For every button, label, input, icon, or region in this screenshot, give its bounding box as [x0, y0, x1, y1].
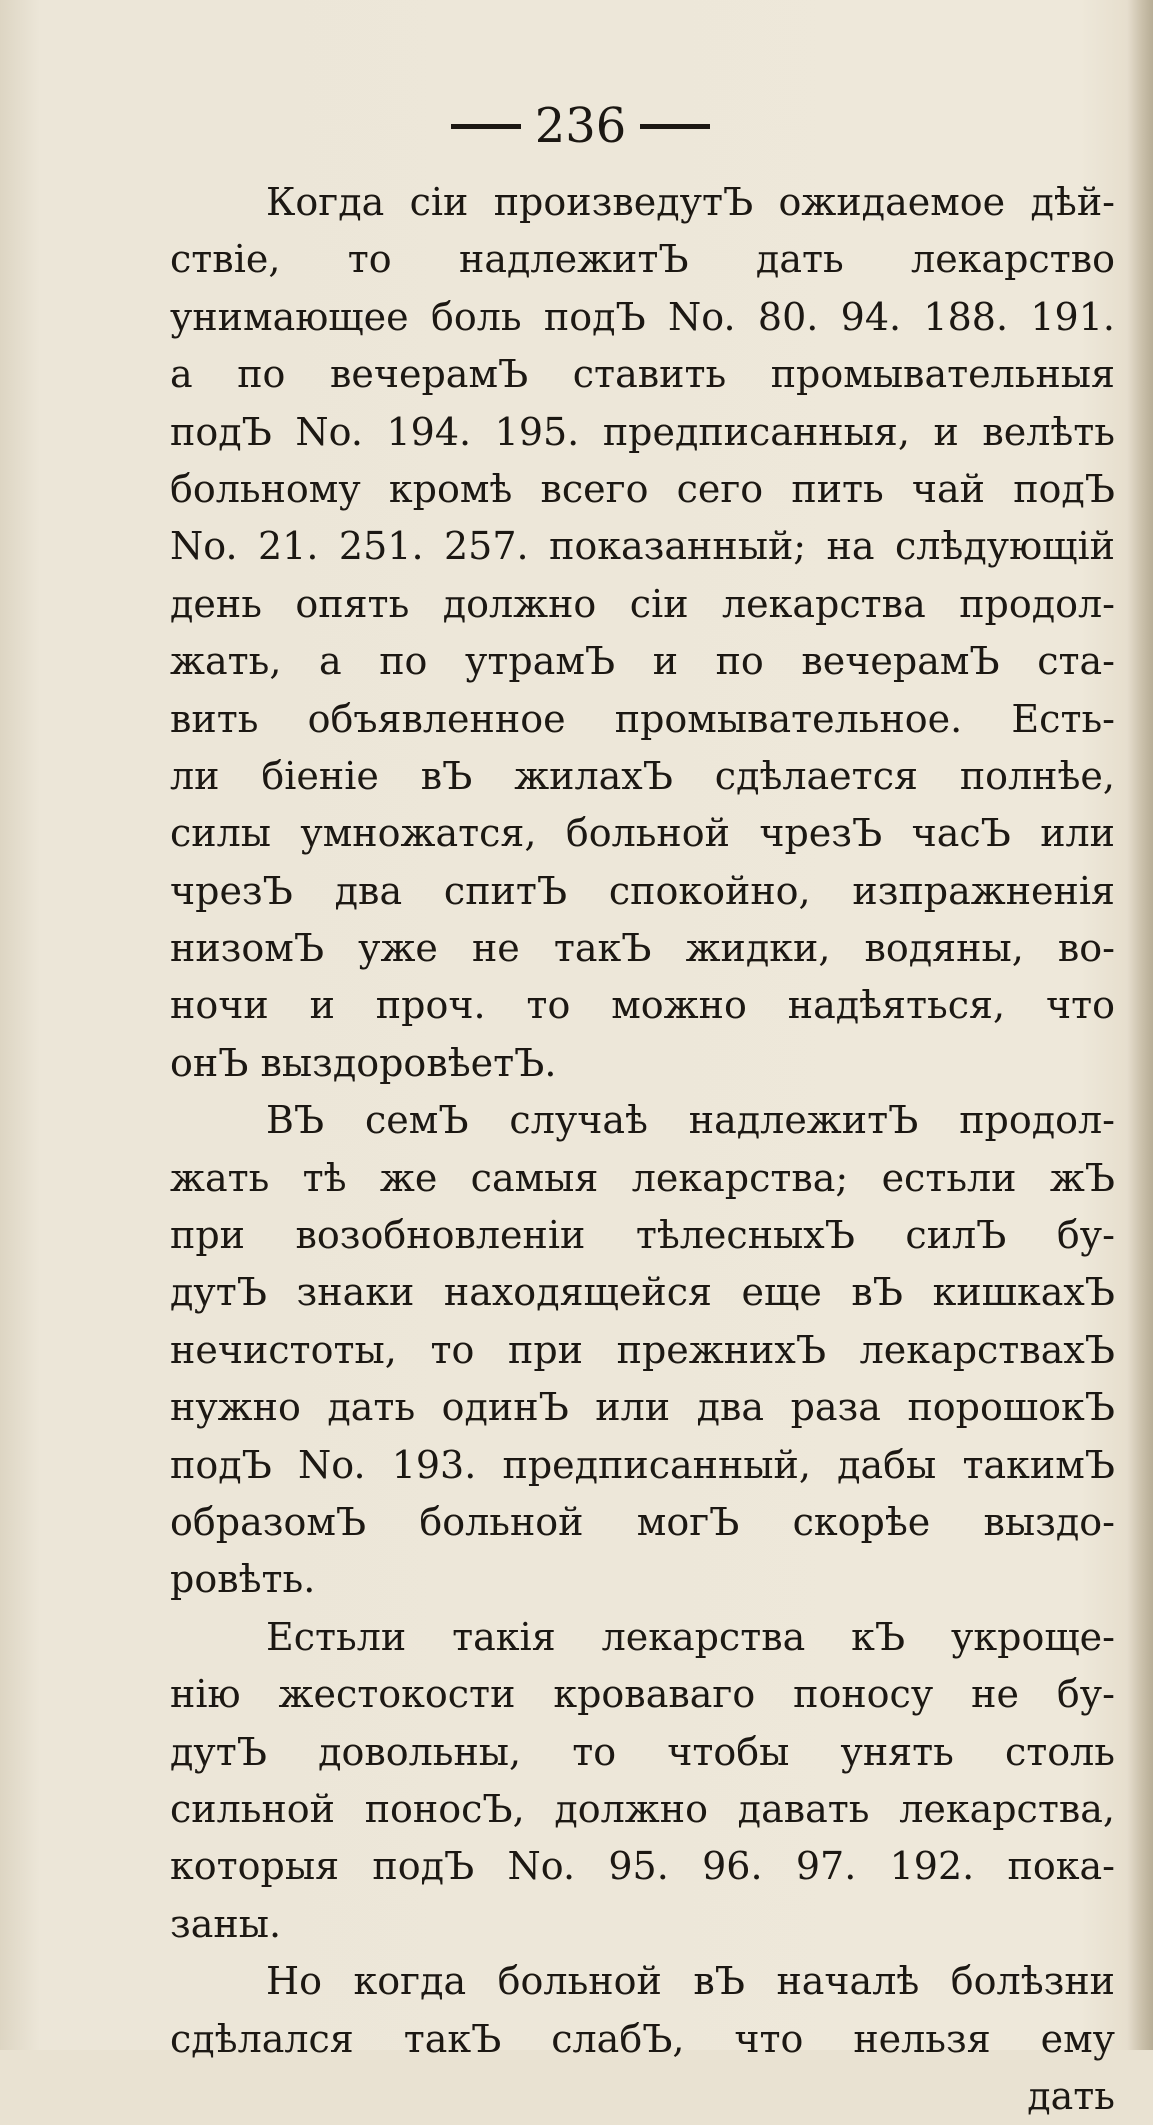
text-line: подЪ No. 194. 195. предписанныя, и велѣть [170, 409, 1115, 454]
text-line: вить объявленное промывательное. Есть- [170, 696, 1115, 741]
text-line: дутЪ довольны, то чтобы унять столь [170, 1729, 1115, 1774]
text-line: чрезЪ два спитЪ спокойно, изпражненiя [170, 868, 1115, 913]
body-text [170, 174, 1115, 2125]
text-line: подЪ No. 193. предписанный, дабы такимЪ [170, 1442, 1115, 1487]
text-line: Но когда больной вЪ началѣ болѣзни [266, 1959, 1115, 2004]
text-line: Когда сiи произведутЪ ожидаемое дѣй- [266, 180, 1115, 224]
text-line: нечистоты, то при прежнихЪ лекарствахЪ [170, 1327, 1115, 1372]
header-dash-left [451, 124, 521, 129]
text-line: жать тѣ же самыя лекарства; естьли жЪ [170, 1155, 1115, 1200]
text-line: низомЪ уже не такЪ жидки, водяны, во- [170, 926, 1115, 971]
text-line: а по вечерамЪ ставить промывательныя [170, 352, 1115, 397]
text-line: Естьли такiя лекарства кЪ укроще- [266, 1614, 1115, 1659]
text-line: No. 21. 251. 257. показанный; на слѣдующiй [170, 524, 1115, 569]
page-number: 236 [534, 98, 627, 154]
text-line: которыя подЪ No. 95. 96. 97. 192. пока- [170, 1844, 1115, 1889]
text-line: унимающее боль подЪ No. 80. 94. 188. 191. [170, 294, 1115, 339]
text-line: нiю жестокости кроваваго поносу не бу- [170, 1672, 1115, 1717]
text-line: онЪ выздоровѣетЪ. [170, 1040, 557, 1085]
text-line: ВЪ семЪ случаѣ надлежитЪ продол- [266, 1098, 1115, 1143]
page-header [0, 96, 1153, 156]
text-line: жать, а по утрамЪ и по вечерамЪ ста- [170, 639, 1115, 684]
text-line: ствiе, то надлежитЪ дать лекарство [170, 237, 1115, 282]
text-line: ровѣть. [170, 1557, 316, 1602]
text-line: ночи и проч. то можно надѣяться, что [170, 983, 1115, 1028]
text-line: дать [1027, 2073, 1115, 2118]
text-line: образомЪ больной могЪ скорѣе выздо- [170, 1499, 1115, 1544]
text-line: сильной поносЪ, должно давать лекарства, [170, 1786, 1115, 1831]
text-line: ли бiенiе вЪ жилахЪ сдѣлается полнѣе, [170, 753, 1115, 798]
text-line: силы умножатся, больной чрезЪ часЪ или [170, 811, 1115, 856]
text-line: дутЪ знаки находящейся еще вЪ кишкахЪ [170, 1270, 1115, 1315]
page-edge-shadow [1127, 0, 1153, 2050]
text-line: нужно дать одинЪ или два раза порошокЪ [170, 1385, 1115, 1430]
text-line: при возобновленiи тѣлесныхЪ силЪ бу- [170, 1213, 1115, 1258]
text-line: сдѣлался такЪ слабЪ, что нельзя ему [170, 2016, 1115, 2061]
text-line: больному кромѣ всего сего пить чай подЪ [170, 466, 1115, 511]
text-line: день опять должно сiи лекарства продол- [170, 581, 1115, 626]
text-line: заны. [170, 1901, 282, 1946]
header-dash-right [640, 124, 710, 129]
